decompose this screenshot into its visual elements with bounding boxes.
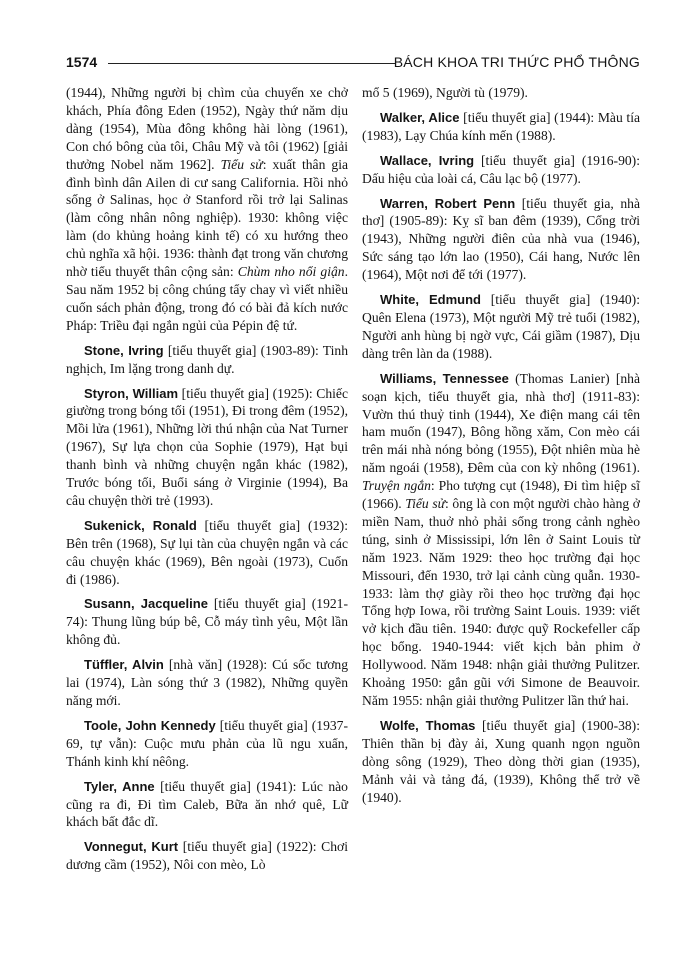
entry-headword: Stone, Ivring [84,342,164,358]
page-header [66,54,640,76]
entry-text: (Thomas Lanier) [nhà soạn kịch, tiểu thuyết gia, nhà thơ] (1911-83): Vườn thú thuỷ tinh (1944), Xe điện mang cái tên ham muốn (1947), Bông hồng xăm, Con mèo cái trên mái nhà nóng bỏng (1955), Đột nhiên mùa hè năm ngoái (1958), Đêm của con kỳ nhông (1961). [362,370,641,476]
entry-text: : xuất thân gia đình bình dân Ailen di cư sang California. Hồi nhỏ sống ở Salinas, học ở Stanford rồi trở lại Salinas (làm công nhân nông nghiệp). 1930: không việc làm (do khủng hoảng kinh tế) có xu hướng theo chủ nghĩa xã hội. 1936: thành đạt trong văn chương nhờ tiểu thuyết thân cộng sản: [66,156,349,280]
entry-text: : ông là con một người chào hàng ở miền Nam, thuở nhỏ phải sống trong cảnh nghèo túng, sinh ở Mississipi, lớn lên ở Saint Louis từ năm 1923. Năm 1929: theo học trường đại học Missouri, đến 1930, trở lại cảnh cùng quẫn. 1930-1933: làm thợ giày rồi theo học trường đại học Tổng hợp Iowa, rồi trường Saint Louis. 1939: viết vở kịch đầu tiên. 1940: được quỹ Rockefeller cấp học bổng. 1940-1944: viết kịch bản phim ở Hollywood. Năm 1948: nhận giải thưởng Pulitzer. Khoảng 1950: gắn gũi với Simone de Beauvoir. Năm 1955: nhận giải thưởng Pulitzer lần thứ hai. [362,496,640,708]
entry-text: [tiểu thuyết gia] (1944): Màu tía (1983), Lạy Chúa kính mến (1988). [362,109,641,143]
entry-headword: White, Edmund [380,292,481,308]
entry-italic-label: Chùm nho nổi giận [237,264,345,280]
dictionary-entry [362,152,640,188]
entry-text: . Sau năm 1952 bị công chúng tẩy chay vì viết nhiều cuốn sách phản động, trong đó có bài đả kích nước Pháp: Triều đại ngắn ngủi của Pépin đệ tứ. [66,264,348,333]
dictionary-entry [362,291,640,363]
entry-headword: Wallace, Ivring [380,152,475,168]
entry-headword: Tüffler, Alvin [84,657,164,673]
entry-text: (1944), Những người bị chìm của chuyến xe chở khách, Phía đông Eden (1952), Ngày thứ năm dịu dàng (1954), Mùa đông không hài lòng (1961), Con chó bông của tôi, Châu Mỹ và tôi (1962) [giải thưởng Nobel năm 1962]. [66,85,348,172]
entry-text: [tiểu thuyết gia] (1916-90): Dấu hiệu của loài cá, Câu lạc bộ (1977). [362,152,640,186]
entry-text: : Pho tượng cụt (1948), Đi tìm hiệp sĩ (1966). [362,478,640,512]
entry-headword: Susann, Jacqueline [84,596,208,612]
entry-text: [tiểu thuyết gia] (1941): Lúc nào cũng ra đi, Đi tìm Caleb, Bữa ăn nhớ quê, Lữ khách bất đắc dĩ. [66,778,348,830]
dictionary-entry [66,84,348,335]
running-title: BÁCH KHOA TRI THỨC PHỔ THÔNG [393,54,640,70]
entry-italic-label: Tiểu sử [220,156,263,172]
dictionary-entry [66,342,348,378]
dictionary-entry [362,717,640,807]
dictionary-entry [362,109,640,145]
dictionary-entry [362,84,640,102]
entry-text: [tiểu thuyết gia] (1900-38): Thiên thần bị đày ải, Xung quanh ngọn nguồn dòng sông (1929), Theo dòng thời gian (1935), Mảnh vải và tảng đá, (1939), Không thể trở về (1940). [362,717,640,805]
entry-text: mổ 5 (1969), Người tù (1979). [362,85,528,100]
entry-headword: Vonnegut, Kurt [84,839,179,855]
dictionary-entry [66,517,348,589]
entry-text: [tiểu thuyết gia] (1932): Bên trên (1968), Sự lụi tàn của chuyện ngắn và các câu chuyện khác (1969), Bên ngoài (1973), Cuốn đi (1986). [66,517,348,587]
entry-text: [nhà văn] (1928): Cú sốc tương lai (1974), Làn sóng thứ 3 (1982), Những quyền năng mới. [66,657,348,708]
entry-headword: Wolfe, Thomas [380,717,476,733]
entry-italic-label: Tiểu sử [405,496,446,512]
dictionary-entry [362,370,640,710]
entry-text: [tiểu thuyết gia] (1921-74): Thung lũng búp bê, Cỗ máy tình yêu, Một lần không đủ. [66,596,349,648]
entry-text: [tiểu thuyết gia] (1940): Quên Elena (1973), Một người Mỹ trẻ tuổi (1982), Người anh hùng bị ngờ vực, Cái giầm (1987), Dịu dàng trên làn da (1988). [362,292,640,361]
entry-headword: Warren, Robert Penn [380,195,516,211]
entry-text: [tiểu thuyết gia] (1903-89): Tinh nghịch, Im lặng trong danh dự. [66,342,348,376]
dictionary-entry [362,195,640,285]
entry-headword: Toole, John Kennedy [84,717,216,733]
entry-headword: Walker, Alice [380,109,460,125]
header-rule [108,63,396,64]
entry-text: [tiểu thuyết gia] (1922): Chơi dương cầm (1952), Nôi con mèo, Lò [66,839,348,873]
entry-headword: Styron, William [84,385,179,401]
entry-text: [tiểu thuyết gia, nhà thơ] (1905-89): Kỵ sĩ ban đêm (1939), Cổng trời (1943), Những người điên của nhà vua (1946), Sức sáng tạo lớn lao (1950), Cái hang, Nước lên (1964), Một nơi để tới (1977). [362,195,640,283]
dictionary-entry [66,385,348,510]
entry-italic-label: Truyện ngắn [362,478,431,494]
entry-headword: Williams, Tennessee [380,370,509,386]
entry-headword: Tyler, Anne [84,778,155,794]
entry-text: [tiểu thuyết gia] (1925): Chiếc giường trong bóng tối (1951), Đi trong đêm (1952), Mồi lửa (1961), Những lời thú nhận của Nat Turner (1967), Sự lựa chọn của Sophie (1979), Hạt bụi thanh bình và những chuyện ngắn khác (1982), Trước bóng tối, Buổi sáng ở Virginie (1994), Ba câu chuyện thời trẻ (1993). [66,385,348,508]
dictionary-entry [66,656,348,710]
entry-text: [tiểu thuyết gia] (1937-69, tự vẫn): Cuộc mưu phản của lũ ngu xuẩn, Thánh kinh khí nêông. [66,717,348,769]
dictionary-entry [66,838,348,874]
entry-headword: Sukenick, Ronald [84,517,197,533]
left-column [66,84,348,881]
dictionary-entry [66,717,348,771]
page-number: 1574 [66,54,98,70]
dictionary-entry [66,778,348,832]
dictionary-entry [66,595,348,649]
right-column [362,84,640,813]
